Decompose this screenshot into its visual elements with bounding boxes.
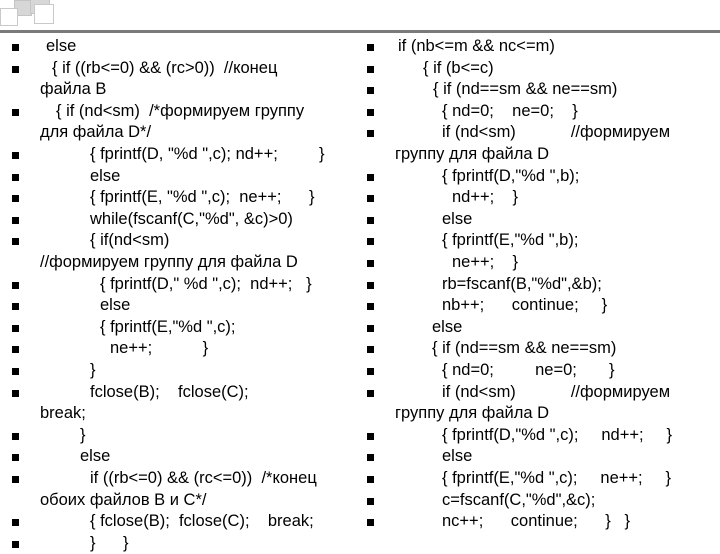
bullet-icon (12, 368, 19, 375)
code-line (355, 468, 720, 490)
code-line (355, 187, 720, 209)
code-line-text: { fprintf(D," %d ",c); nd++; } (100, 274, 312, 293)
code-line-text: { fprintf(E, "%d ",c); ne++; } (90, 188, 315, 207)
code-line-text: { if (nd==sm && ne==sm) (432, 339, 617, 358)
code-line-text: { nd=0; ne=0; } (442, 361, 615, 379)
bullet-icon (367, 217, 374, 224)
code-line-text: ne++; } (110, 339, 209, 358)
code-line (0, 101, 350, 123)
code-line-text: { fprintf(E,"%d ",c); (100, 317, 236, 336)
code-line-text: } (90, 361, 96, 379)
bullet-icon (367, 346, 374, 353)
bullet-icon (12, 152, 19, 159)
code-line (0, 36, 350, 58)
code-line-text: обоих файлов B и C*/ (40, 490, 207, 509)
code-line (355, 79, 720, 101)
code-line (0, 122, 350, 144)
code-line-text: else (442, 209, 473, 228)
code-line-text: для файла D*/ (40, 123, 152, 142)
code-line (355, 274, 720, 296)
code-line (355, 166, 720, 188)
bullet-icon (12, 476, 19, 483)
code-line (355, 403, 720, 425)
code-line (0, 468, 350, 490)
bullet-icon (367, 433, 374, 440)
code-line-text: { fprintf(E,"%d ",b); (442, 231, 579, 250)
code-line (0, 295, 350, 317)
decor-square (34, 4, 54, 24)
code-line-text: nd++; } (452, 188, 519, 207)
bullet-icon (12, 195, 19, 202)
bullet-icon (12, 109, 19, 116)
bullet-icon (12, 541, 19, 548)
code-line-text: { fprintf(D, "%d ",c); nd++; } (90, 145, 325, 163)
bullet-icon (12, 44, 19, 51)
bullet-icon (12, 390, 19, 397)
code-line-text: { fprintf(D,"%d ",b); (442, 166, 580, 185)
code-line (355, 122, 720, 144)
code-line-text: if (nd<sm) //формируем (442, 382, 671, 401)
bullet-icon (367, 87, 374, 94)
bullet-icon (367, 519, 374, 526)
bullet-icon (12, 346, 19, 353)
code-line (0, 511, 350, 533)
bullet-icon (367, 195, 374, 202)
code-line-text: { if (nd<sm) /*формируем группу (56, 101, 305, 120)
bullet-icon (12, 454, 19, 461)
code-line (355, 230, 720, 252)
code-line-text: fclose(B); fclose(C); (90, 382, 249, 401)
code-line-text: } (80, 425, 86, 444)
code-line (355, 490, 720, 512)
code-line-text: { nd=0; ne=0; } (442, 101, 578, 120)
code-line-text: else (80, 447, 111, 466)
code-line-text: { fprintf(D,"%d ",c); nd++; } (442, 425, 672, 444)
bullet-icon (367, 454, 374, 461)
code-line-text: if (nb<=m && nc<=m) (398, 37, 555, 55)
code-line-text: } } (90, 533, 129, 552)
code-line (0, 209, 350, 231)
bullet-icon (367, 390, 374, 397)
bullet-icon (367, 44, 374, 51)
bullet-icon (367, 368, 374, 375)
code-line (355, 382, 720, 404)
code-line-text: { fclose(B); fclose(C); break; (90, 512, 314, 531)
bullet-icon (367, 282, 374, 289)
code-line (0, 446, 350, 468)
bullet-icon (12, 174, 19, 181)
code-line (355, 58, 720, 80)
code-line (0, 533, 350, 554)
code-line (0, 166, 350, 188)
code-line (0, 490, 350, 512)
bullet-icon (367, 238, 374, 245)
code-line (355, 511, 720, 533)
bullet-icon (12, 217, 19, 224)
code-line (0, 79, 350, 101)
code-line (355, 252, 720, 274)
bullet-icon (12, 66, 19, 73)
code-line (355, 36, 720, 58)
bullet-icon (12, 519, 19, 526)
bullet-icon (367, 130, 374, 137)
code-line-text: ne++; } (452, 253, 519, 271)
code-line (0, 144, 350, 166)
code-line (0, 403, 350, 425)
code-line-text: else (442, 447, 473, 466)
bullet-icon (367, 325, 374, 332)
bullet-icon (12, 325, 19, 332)
bullet-icon (12, 433, 19, 440)
code-line-text: файла B (40, 80, 107, 99)
bullet-icon (367, 303, 374, 310)
header-divider (0, 30, 720, 33)
code-line (0, 58, 350, 80)
bullet-icon (12, 238, 19, 245)
bullet-icon (367, 260, 374, 267)
code-line (0, 338, 350, 360)
code-line (355, 317, 720, 339)
bullet-icon (367, 66, 374, 73)
code-line-text: группу для файла D (395, 404, 550, 423)
code-line-text: if (nd<sm) //формируем (442, 123, 671, 142)
code-line (0, 317, 350, 339)
bullet-icon (12, 303, 19, 310)
bullet-icon (367, 109, 374, 116)
code-line (0, 252, 350, 274)
code-line-text: { if ((rb<=0) && (rc>0)) //конец (52, 58, 278, 77)
bullet-icon (367, 476, 374, 483)
code-line-text: { if (nd==sm && ne==sm) (433, 80, 618, 99)
code-line-text: { if(nd<sm) (90, 231, 170, 250)
code-line (0, 230, 350, 252)
code-line-text: { if (b<=c) (423, 58, 494, 77)
code-line (0, 425, 350, 447)
code-line-text: группу для файла D (395, 145, 550, 163)
decor-square (0, 8, 18, 26)
bullet-icon (12, 282, 19, 289)
code-line (355, 360, 720, 382)
code-line (0, 274, 350, 296)
code-line (0, 360, 350, 382)
code-line (355, 209, 720, 231)
code-line-text: rb=fscanf(B,"%d",&b); (442, 274, 602, 293)
code-line-text: { fprintf(E,"%d ",c); ne++; } (442, 469, 672, 487)
code-line-text: c=fscanf(C,"%d",&c); (442, 490, 596, 509)
code-line (355, 446, 720, 468)
code-line (355, 338, 720, 360)
code-line-text: if ((rb<=0) && (rc<=0)) /*конец (90, 469, 317, 487)
code-line-text: else (46, 37, 77, 55)
bullet-icon (367, 498, 374, 505)
code-line-text: else (100, 296, 131, 315)
code-line-text: while(fscanf(C,"%d", &c)>0) (90, 209, 293, 228)
code-line (355, 101, 720, 123)
code-line (355, 295, 720, 317)
code-line (355, 144, 720, 166)
code-line-text: break; (40, 404, 86, 423)
code-line (355, 425, 720, 447)
code-line (0, 382, 350, 404)
code-line-text: else (90, 166, 121, 185)
code-line (0, 187, 350, 209)
code-line-text: nb++; continue; } (442, 296, 608, 315)
code-line-text: else (432, 317, 463, 336)
code-line-text: //формируем группу для файла D (40, 253, 298, 271)
bullet-icon (367, 174, 374, 181)
code-line-text: nc++; continue; } } (442, 512, 631, 531)
